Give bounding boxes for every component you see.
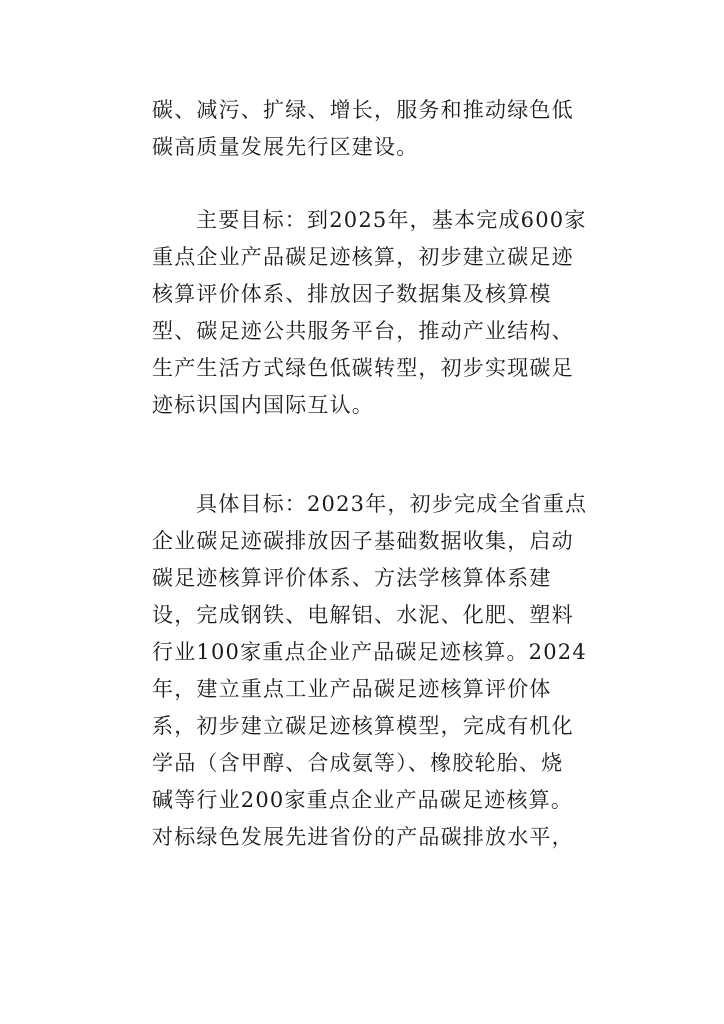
text-line: 迹标识国内国际互认。 xyxy=(152,393,374,417)
text-line: 对标绿色发展先进省份的产品碳排放水平， xyxy=(152,825,574,849)
text-line: 系，初步建立碳足迹核算模型，完成有机化 xyxy=(152,714,574,738)
text-line: 碳、减污、扩绿、增长，服务和推动绿色低 xyxy=(152,98,574,122)
text-line: 设，完成钢铁、电解铝、水泥、化肥、塑料 xyxy=(152,603,574,627)
text-line: 碱等行业200家重点企业产品碳足迹核算。 xyxy=(152,788,574,812)
text-line: 碳高质量发展先行区建设。 xyxy=(152,135,419,159)
text-line: 碳足迹核算评价体系、方法学核算体系建 xyxy=(152,566,552,590)
text-line: 重点企业产品碳足迹核算，初步建立碳足迹 xyxy=(152,245,574,269)
paragraph-specific-goals xyxy=(152,486,588,856)
text-line: 主要目标：到2025年，基本完成600家 xyxy=(196,208,587,232)
text-line: 生产生活方式绿色低碳转型，初步实现碳足 xyxy=(152,356,574,380)
paragraph-intro xyxy=(152,92,572,166)
paragraph-main-goals xyxy=(152,202,587,424)
text-line: 核算评价体系、排放因子数据集及核算模 xyxy=(152,282,552,306)
text-line: 型、碳足迹公共服务平台，推动产业结构、 xyxy=(152,319,574,343)
text-line: 行业100家重点企业产品碳足迹核算。2024 xyxy=(152,640,587,664)
text-line: 年，建立重点工业产品碳足迹核算评价体 xyxy=(152,677,552,701)
text-line: 企业碳足迹碳排放因子基础数据收集，启动 xyxy=(152,529,574,553)
text-line: 具体目标：2023年，初步完成全省重点 xyxy=(196,492,588,516)
text-line: 学品（含甲醇、合成氨等）、橡胶轮胎、烧 xyxy=(152,751,564,775)
